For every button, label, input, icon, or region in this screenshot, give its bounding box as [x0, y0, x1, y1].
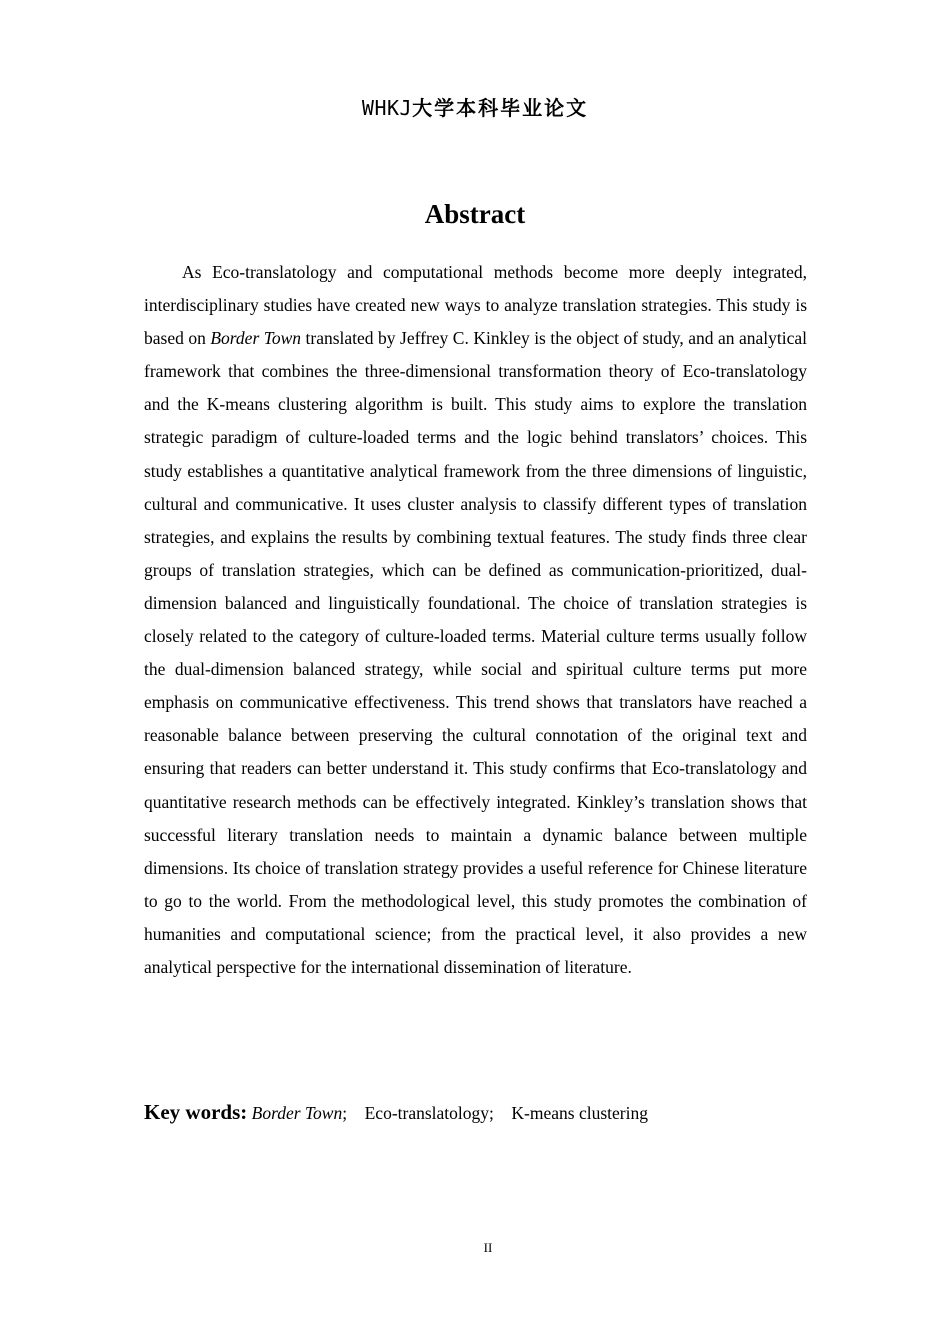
keywords-label: Key words:: [144, 1100, 248, 1124]
abstract-text-part2: translated by Jeffrey C. Kinkley is the object of study, and an analytical framework that combines the three-dimensional transformation theory of Eco-translatology and the K-means clustering algorithm is built. This study aims to explore the translation strategic paradigm of culture-loaded terms and the logic behind translators’ choices. This study establishes a quantitative analytical framework from the three dimensions of linguistic, cultural and communicative. It uses cluster analysis to classify different types of translation strategies, and explains the results by combining textual features. The study finds three clear groups of translation strategies, which can be defined as communication-prioritized, dual-dimension balanced and linguistically foundational. The choice of translation strategies is closely related to the category of culture-loaded terms. Material culture terms usually follow the dual-dimension balanced strategy, while social and spiritual culture terms put more emphasis on communicative effectiveness. This trend shows that translators have reached a reasonable balance between preserving the cultural connotation of the original text and ensuring that readers can better understand it. This study confirms that Eco-translatology and quantitative research methods can be effectively integrated. Kinkley’s translation shows that successful literary translation needs to maintain a dynamic balance between multiple dimensions. Its choice of translation strategy provides a useful reference for Chinese literature to go to the world. From the methodological level, this study promotes the combination of humanities and computational science; from the practical level, it also provides a new analytical perspective for the international dissemination of literature.: [144, 328, 807, 977]
page-number: II: [483, 1240, 493, 1255]
page-title: Abstract: [424, 199, 526, 229]
keyword-gap: [494, 1103, 512, 1123]
running-header: [0, 94, 950, 122]
keyword-gap: [347, 1103, 365, 1123]
keyword-item: K-means clustering: [511, 1103, 648, 1123]
keyword-separator: ;: [489, 1103, 494, 1123]
keyword-item: Border Town: [251, 1103, 343, 1123]
keywords-line: [144, 1096, 807, 1129]
abstract-text-part1: As Eco-translatology and computational methods become more deeply integrated, interdisciplinary studies have created new ways to analyze translation strategies. This study is based on: [144, 262, 807, 349]
keyword-item: Eco-translatology: [364, 1103, 490, 1123]
abstract-book-title: Border Town: [210, 328, 302, 349]
keyword-separator: ;: [342, 1103, 348, 1123]
header-cjk: 大学本科毕业论文: [412, 96, 589, 120]
abstract-paragraph: [144, 256, 807, 984]
header-latin: WHKJ: [361, 96, 413, 120]
